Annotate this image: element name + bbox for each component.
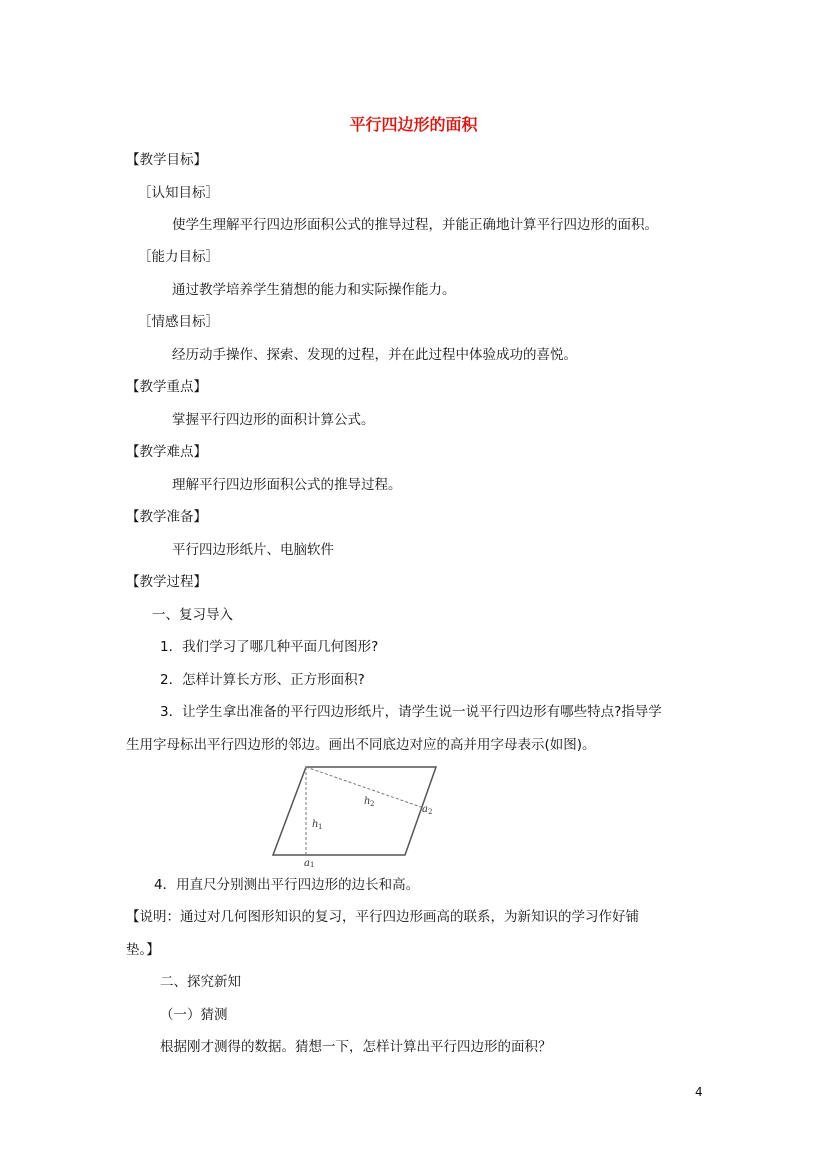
label-h1-sub: 1 bbox=[318, 823, 323, 831]
list-item-3-continued: 生用字母标出平行四边形的邻边。画出不同底边对应的高并用字母表示(如图)。 bbox=[126, 737, 596, 753]
list-item-3: 3．让学生拿出准备的平行四边形纸片，请学生说一说平行四边形有哪些特点?指导学 bbox=[160, 704, 662, 720]
subheading-ability: ［能力目标］ bbox=[138, 249, 219, 265]
note-line-1: 【说明：通过对几何图形知识的复习，平行四边形画高的联系，为新知识的学习作好铺 bbox=[126, 909, 639, 925]
label-a1-sub: 1 bbox=[310, 861, 315, 868]
paragraph-guess: 根据刚才测得的数据。猜想一下，怎样计算出平行四边形的面积？ bbox=[160, 1039, 552, 1055]
paragraph-ability: 通过教学培养学生猜想的能力和实际操作能力。 bbox=[172, 282, 456, 298]
label-a2-sub: 2 bbox=[428, 808, 433, 816]
label-a2: a bbox=[422, 804, 428, 815]
parallelogram-figure bbox=[268, 760, 448, 868]
subheading-cognitive: ［认知目标］ bbox=[138, 185, 219, 201]
list-item-2: 2．怎样计算长方形、正方形面积? bbox=[160, 672, 365, 688]
sub-step-heading-guess: （一）猜测 bbox=[160, 1007, 228, 1023]
paragraph-difficulty: 理解平行四边形面积公式的推导过程。 bbox=[172, 477, 402, 493]
step-heading-explore: 二、探究新知 bbox=[160, 974, 241, 990]
document-title: 平行四边形的面积 bbox=[349, 115, 478, 134]
section-heading-objectives: 【教学目标】 bbox=[126, 152, 207, 168]
label-h2-sub: 2 bbox=[370, 800, 375, 808]
section-heading-process: 【教学过程】 bbox=[126, 574, 207, 590]
paragraph-preparation: 平行四边形纸片、电脑软件 bbox=[172, 542, 334, 558]
page-number: 4 bbox=[695, 1085, 703, 1099]
note-line-2: 垫。】 bbox=[126, 942, 160, 958]
section-heading-preparation: 【教学准备】 bbox=[126, 509, 207, 525]
subheading-emotion: ［情感目标］ bbox=[138, 314, 219, 330]
paragraph-emotion: 经历动手操作、探索、发现的过程，并在此过程中体验成功的喜悦。 bbox=[172, 347, 577, 363]
label-h2: h bbox=[364, 796, 371, 807]
label-a1: a bbox=[304, 858, 310, 868]
step-heading-review: 一、复习导入 bbox=[152, 607, 233, 623]
paragraph-cognitive: 使学生理解平行四边形面积公式的推导过程，并能正确地计算平行四边形的面积。 bbox=[172, 217, 658, 233]
label-h1: h bbox=[312, 819, 319, 830]
section-heading-key-point: 【教学重点】 bbox=[126, 379, 207, 395]
paragraph-key-point: 掌握平行四边形的面积计算公式。 bbox=[172, 412, 375, 428]
section-heading-difficulty: 【教学难点】 bbox=[126, 444, 207, 460]
list-item-4: 4．用直尺分别测出平行四边形的边长和高。 bbox=[154, 877, 420, 893]
list-item-1: 1．我们学习了哪几种平面几何图形? bbox=[160, 639, 379, 655]
parallelogram-shape bbox=[273, 767, 436, 855]
